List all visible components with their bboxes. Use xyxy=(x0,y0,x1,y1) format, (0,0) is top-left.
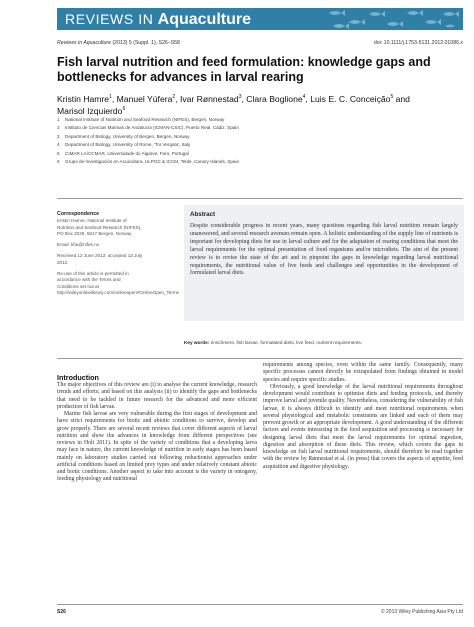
page-footer xyxy=(57,609,463,615)
correspondence-address: Kristin Hamre, National Institute of Nutrition and Seafood Research (NIFES), PO Box 2029, 5817 Bergen, Norway. xyxy=(57,218,142,236)
body-paragraph: The major objectives of this review are (i) to analyse the current knowledge, research trends and efforts; and based on this analysis (ii) to identify the gaps and bottlenecks that need to be tackled in future research for the advanced and more efficient production of fish larvae. xyxy=(57,382,257,410)
abstract-heading: Abstract xyxy=(190,211,216,218)
author-name: Ivar Rønnestad xyxy=(179,93,239,104)
body-paragraph: Obviously, a good knowledge of the larval nutritional requirements throughout development would contribute to optimise diets and feeding protocols, and thereby improve larval and juvenile quality. Nevertheless, considering the vulnerability of fish larvae, it is always difficult to identify and meet nutritional requirements when several physiological and metabolic constraints are linked and each of them may prevent growth or an appropriate development. A good understanding of the different factors and events interacting in the food acquisition and processing is necessary for designing larval diets that meet the larval requirements for optimal ingestion, digestion and absorption of these diets. This review, which covers the gaps in knowledge on fish larval nutritional requirements, should therefore be read together with the review by Rønnestad et al. (in press) that covers the aspects of appetite, feed acquisition and digestive physiology. xyxy=(263,383,463,470)
correspondence-email[interactable]: Email: kha@nifes.no xyxy=(57,242,100,248)
author-affiliation-mark: 2 xyxy=(172,94,176,100)
author-affiliation-mark: 5 xyxy=(390,94,394,100)
doi-link[interactable]: doi: 10.1111/j.1753-5131.2012.01086.x xyxy=(373,40,463,46)
affiliation-item: 6 Grupo de Investigación en Acuicultura, ULPGC & ICCM, Telde, Canary Islands, Spain xyxy=(57,159,240,165)
received-dates: Received 12 June 2012; accepted 13 July 2012. xyxy=(57,253,143,265)
banner-aquaculture: Aquaculture xyxy=(157,11,251,28)
reuse-notice[interactable]: Re-use of this article is permitted in accordance with the Terms and Conditions set out at http://wileyonlinelibrary.com/onlineopen#OnlineOpen_Terms xyxy=(57,271,179,295)
body-paragraph: requirements among species, even within the same family. Consequently, many specific processes cannot directly be extrapolated from findings obtained in model species and require specific studies. xyxy=(263,362,463,383)
author-name: Luis E. C. Conceição xyxy=(310,93,391,104)
affiliation-list xyxy=(57,116,463,166)
body-column-left xyxy=(57,382,257,484)
affiliation-item: 3 Department of Biology, University of Bergen, Bergen, Norway xyxy=(57,133,190,139)
abstract-text: Despite considerable progress in recent years, many questions regarding fish larval nutrition remain largely unanswered, and several research avenues remain open. A holistic understanding of the supply line of nutrients is important for developing diets for use in larval culture and for the adaptation of rearing conditions that meet the larval requirements for the optimal presentation of food organisms and/or microdiets. The aim of the present review is to revise the state of the art and to pinpoint the gaps in knowledge regarding larval nutritional requirements, the nutritional value of live feeds and challenges and opportunities in the development of formulated larval diets. xyxy=(190,223,458,277)
keywords-text: enrichment, fish larvae, formulated diets, live feed, nutrient requirements. xyxy=(209,340,362,345)
section-divider xyxy=(57,358,463,359)
affiliation-item: 2 Instituto de Ciencias Marinas de Andalucía (ICMAN-CSIC), Puerto Real, Cádiz, Spain xyxy=(57,125,239,131)
author-affiliation-mark: 1 xyxy=(109,94,112,100)
author-name: Clara Boglione xyxy=(246,93,303,104)
copyright-notice: © 2013 Wiley Publishing Asia Pty Ltd xyxy=(380,609,463,615)
introduction-heading: Introduction xyxy=(57,373,99,382)
author-list: Kristin Hamre$^1$, Manuel Yúfera$^2$, Ivar Rønnestad$^3$, Clara Boglione$^4$, Luis E. C. Conceição$^5$ and Marisol Izquierdo$^6$ xyxy=(57,93,410,117)
article-title: Fish larval nutrition and feed formulation: knowledge gaps and bottlenecks for advances in larval rearing xyxy=(57,55,431,84)
author-affiliation-mark: 3 xyxy=(238,94,242,100)
correspondence-heading: Correspondence xyxy=(57,211,100,217)
affiliation-item: 1 National Institute of Nutrition and Seafood Research (NIFES), Bergen, Norway xyxy=(57,117,225,122)
affiliation-item: 4 Department of Biology, University of Rome, 'Tor Vergata', Italy xyxy=(57,142,191,148)
affiliation-item: 5 CIMAR LA/CCMAR, Universidade do Algarve, Faro, Portugal xyxy=(57,150,189,156)
author-affiliation-mark: 4 xyxy=(302,94,306,100)
author-name: Kristin Hamre xyxy=(57,93,110,104)
correspondence-sidebar xyxy=(57,211,179,301)
keywords xyxy=(184,340,464,345)
journal-banner xyxy=(57,8,463,30)
author-name: Manuel Yúfera xyxy=(116,93,173,104)
fish-pattern-icon xyxy=(325,8,463,30)
journal-volume: (2013) 5 (Suppl. 1), S26–S58 xyxy=(111,40,180,46)
banner-reviews-in: REVIEWS IN xyxy=(65,11,154,27)
author-affiliation-mark: 6 xyxy=(122,106,126,113)
body-paragraph: Marine fish larvae are very vulnerable during the first stages of development and have strict requirements for biotic and abiotic conditions to survive, develop and grow properly. There are several recent reviews that cover different aspects of larval nutrition and show the advances in knowledge from different perspectives (see reviews in Holt 2011). In spite of the variety of conditions that a developing larva may face in nature, the current knowledge of nutrition in early stages has been based mainly on laboratory studies carried out following reductionist approaches under artificial conditions based on limited prey types and under relatively constant abiotic and biotic conditions. Another aspect to take into account is the variety in ontogeny, feeding physiology and nutritional xyxy=(57,411,257,483)
footer-divider xyxy=(57,604,463,605)
author-name: Marisol Izquierdo xyxy=(57,106,123,117)
journal-citation-line xyxy=(57,40,463,46)
page-number: S26 xyxy=(57,609,66,615)
journal-banner-title xyxy=(65,10,251,29)
section-divider xyxy=(57,198,463,199)
keywords-label: Key words: xyxy=(184,340,210,345)
body-column-right xyxy=(263,362,463,471)
abstract-box xyxy=(184,205,464,321)
journal-name: Reviews in Aquaculture xyxy=(57,40,112,46)
